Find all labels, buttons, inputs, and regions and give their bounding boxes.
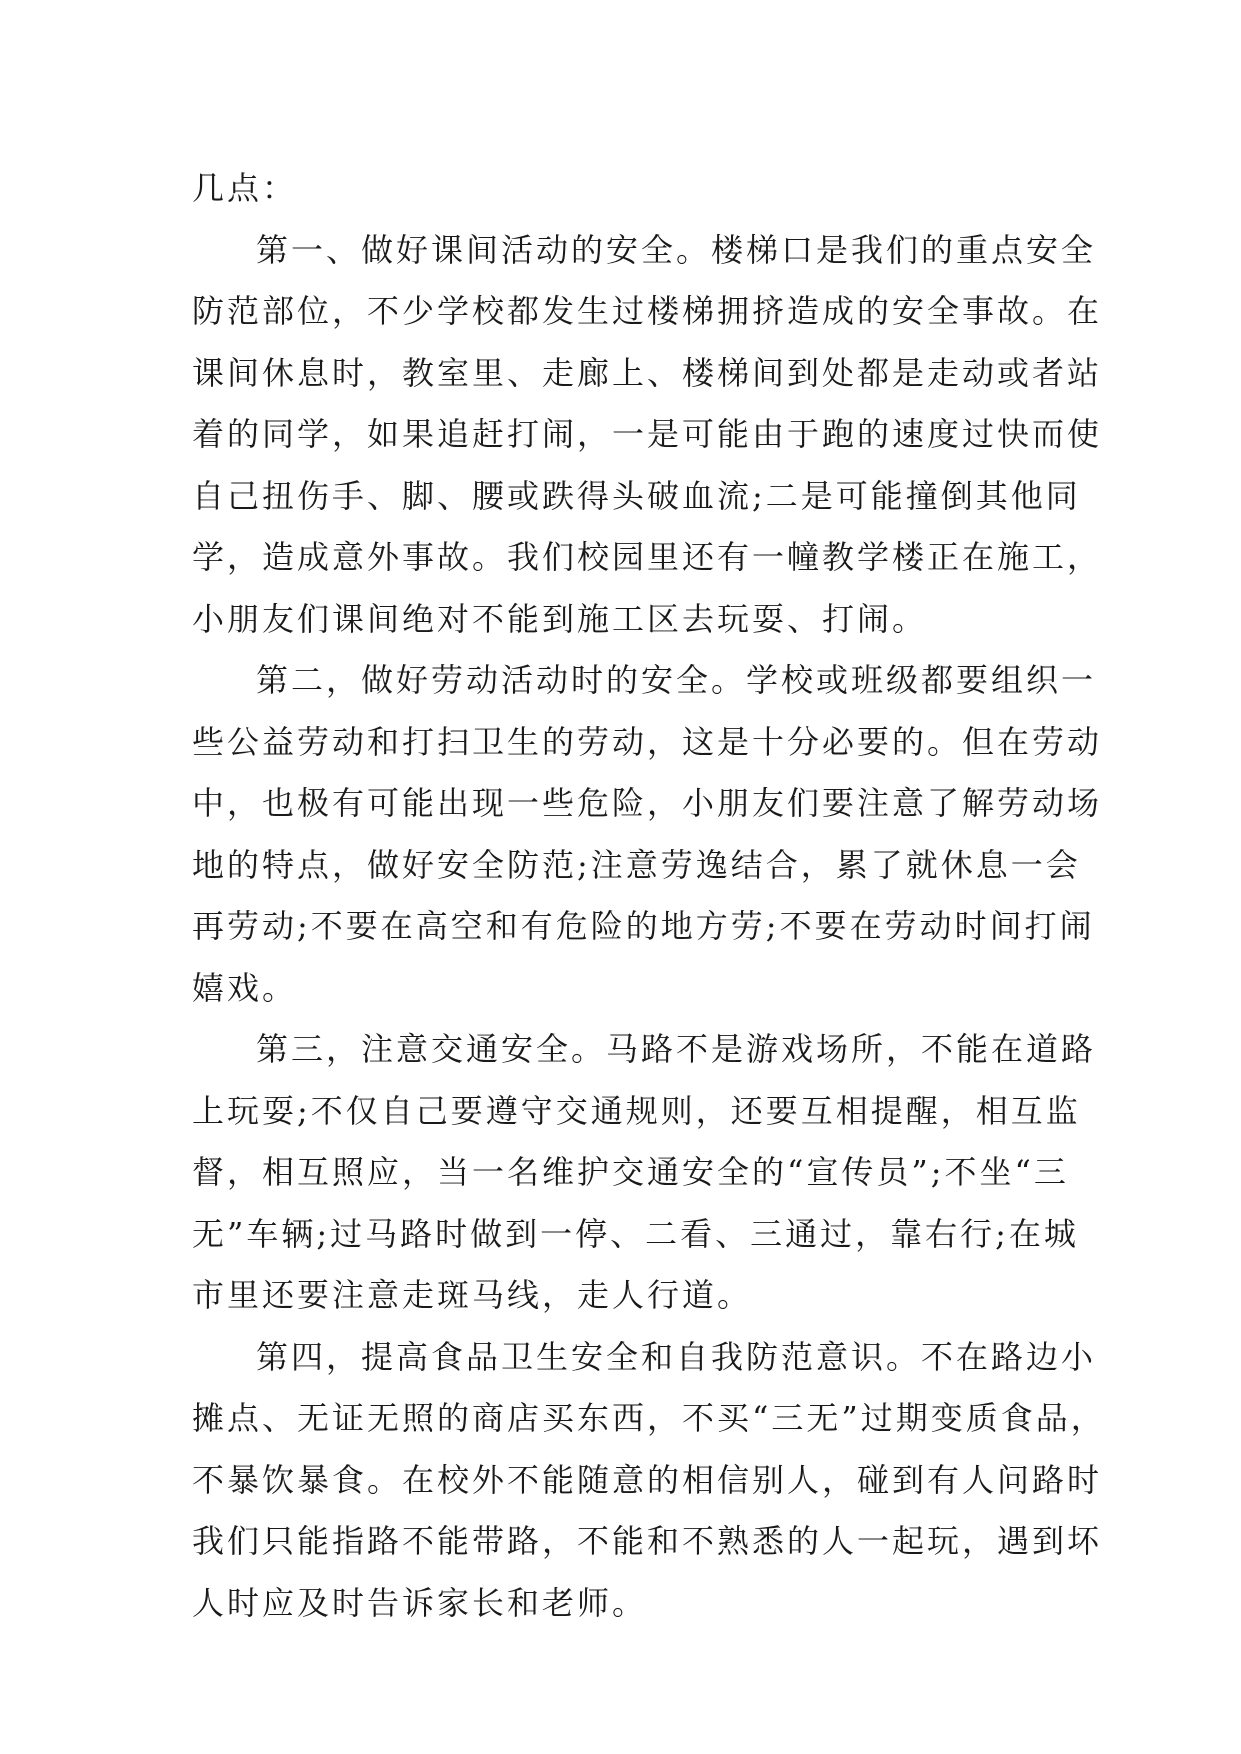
text-line: 几点： <box>192 169 298 207</box>
paragraph-2-line: 些公益劳动和打扫卫生的劳动，这是十分必要的。但在劳动 <box>192 722 1103 761</box>
paragraph-4-line: 摊点、无证无照的商店买东西，不买“三无”过期变质食品， <box>192 1399 1106 1437</box>
paragraph-2-line: 第二，做好劳动活动时的安全。学校或班级都要组织一 <box>256 661 1097 699</box>
paragraph-4-line: 人时应及时告诉家长和老师。 <box>192 1583 648 1622</box>
paragraph-1-line: 着的同学，如果追赶打闹，一是可能由于跑的速度过快而使 <box>192 415 1103 453</box>
paragraph-1-line: 学，造成意外事故。我们校园里还有一幢教学楼正在施工， <box>192 538 1103 576</box>
paragraph-2-line: 再劳动;不要在高空和有危险的地方劳;不要在劳动时间打闹 <box>192 907 1095 945</box>
paragraph-3-line: 上玩耍;不仅自己要遵守交通规则，还要互相提醒，相互监 <box>192 1091 1081 1130</box>
paragraph-3-line: 督，相互照应，当一名维护交通安全的“宣传员”;不坐“三 <box>192 1153 1069 1191</box>
paragraph-1-line: 课间休息时，教室里、走廊上、楼梯间到处都是走动或者站 <box>192 353 1103 392</box>
paragraph-2-line: 嬉戏。 <box>192 968 298 1007</box>
body-text <box>192 158 1106 1634</box>
paragraph-3-line: 无”车辆;过马路时做到一停、二看、三通过，靠右行;在城 <box>192 1214 1079 1253</box>
paragraph-3-line: 市里还要注意走斑马线，走人行道。 <box>192 1276 753 1314</box>
paragraph-1-line: 第一、做好课间活动的安全。楼梯口是我们的重点安全 <box>256 230 1097 269</box>
paragraph-4-line: 不暴饮暴食。在校外不能随意的相信别人，碰到有人问路时 <box>192 1460 1103 1499</box>
paragraph-2-line: 地的特点，做好安全防范;注意劳逸结合，累了就休息一会 <box>192 845 1081 884</box>
paragraph-3-line: 第三，注意交通安全。马路不是游戏场所，不能在道路 <box>256 1030 1097 1068</box>
paragraph-4-line: 第四，提高食品卫生安全和自我防范意识。不在路边小 <box>256 1337 1097 1376</box>
paragraph-1-line: 小朋友们课间绝对不能到施工区去玩耍、打闹。 <box>192 599 928 638</box>
paragraph-2-line: 中，也极有可能出现一些危险，小朋友们要注意了解劳动场 <box>192 784 1103 822</box>
paragraph-1-line: 防范部位，不少学校都发生过楼梯拥挤造成的安全事故。在 <box>192 292 1103 330</box>
paragraph-1-line: 自己扭伤手、脚、腰或跌得头破血流;二是可能撞倒其他同 <box>192 476 1081 515</box>
paragraph-4-line: 我们只能指路不能带路，不能和不熟悉的人一起玩，遇到坏 <box>192 1522 1103 1560</box>
